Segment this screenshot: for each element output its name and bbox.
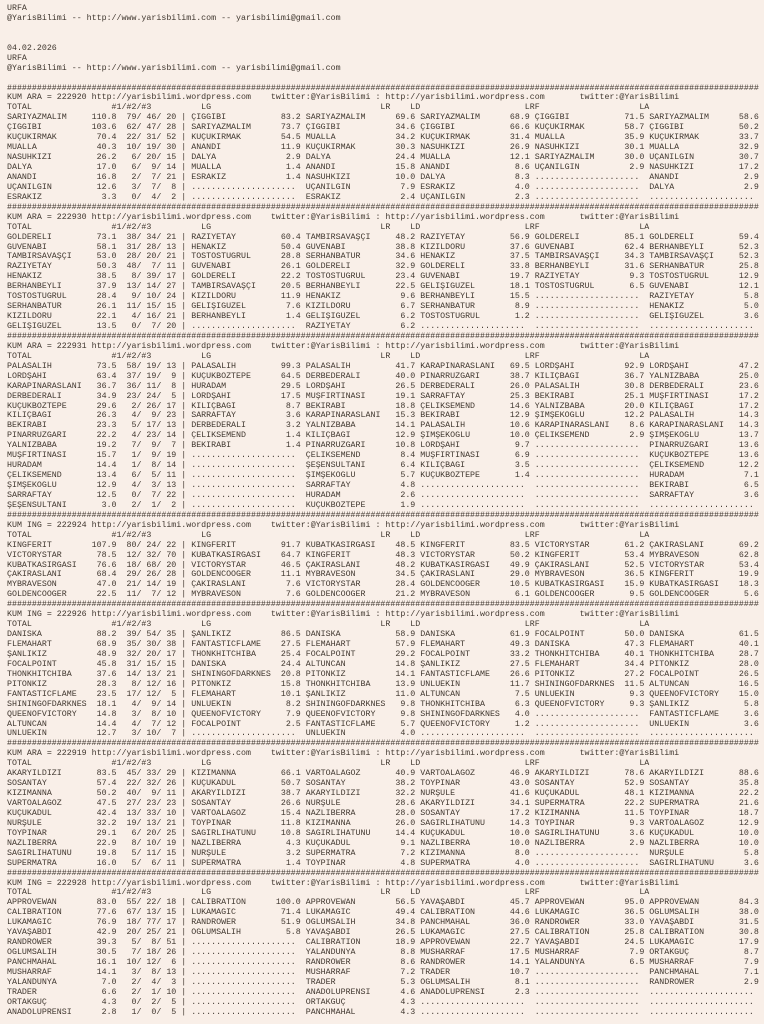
stats-row: KARAPINARASLANI 36.7 36/ 11/ 8 | HÜRADAM 29.5 LORDŞAHI 26.5 DERBEDERALİ 26.0 PALASALİH 30.8 DERBEDERALİ 23.6 [7,381,764,391]
blank-line [7,74,764,84]
stats-row: ESRAKIZ 3.3 0/ 4/ 2 | ..................... ESRAKIZ 2.4 UÇANILGIN 2.3 ..................... ..................... [7,192,764,202]
stats-row: GÖLDERELİ 73.1 38/ 34/ 21 | RAZİYETAY 60.4 TAMBİRSAVAŞÇI 48.2 RAZİYETAY 56.9 GÖLDERELİ 85.1 GÖLDERELİ 59.4 [7,232,764,242]
separator-line: ####################################################################################################################################################### [7,331,759,341]
race-section-222920 [7,84,764,203]
stats-row: ÇAKIRASLANI 68.4 29/ 26/ 28 | GOLDENCOOGER 11.1 MYBRAVESON 34.5 ÇAKIRASLANI 29.0 MYBRAVESON 36.5 KINGFERİT 19.9 [7,570,764,580]
stats-row: SARIYAZMALIM 110.8 79/ 46/ 20 | ÇİĞGİBİ 83.2 SARIYAZMALIM 69.6 SARIYAZMALIM 68.9 ÇİĞGİBİ 71.5 SARIYAZMALIM 58.6 [7,113,764,123]
stats-row: NAZLIBERRA 22.9 8/ 10/ 19 | NAZLIBERRA 4.3 KÜÇÜKADUL 9.1 NAZLIBERRA 10.0 NAZLIBERRA 2.9 NAZLIBERRA 10.0 [7,838,764,848]
location-line-repeat: URFA [7,53,27,63]
contact-line-repeat: @YarisBilimi -- http://www.yarisbilimi.com -- yarisbilimi@gmail.com [7,63,341,73]
section-title-line: KUM ING = 222928 http://yarisbilimi.wordpress.com twitter:@YarisBilimi : http://yarisbilimi.wordpress.com twitter:@YarisBilimi [7,878,680,888]
stats-row: NURŞULE 32.2 19/ 13/ 21 | TOYPINAR 11.8 KIZIMANNA 26.0 SAĞIRLIHATUNU 14.3 TOYPINAR 9.3 VARTOALAGÖZ 12.9 [7,818,764,828]
stats-row: KÜÇÜKIRMAK 70.4 22/ 31/ 52 | KÜÇÜKIRMAK 54.5 MUALLA 34.2 KÜÇÜKIRMAK 31.4 MUALLA 35.9 KÜÇÜKIRMAK 33.7 [7,133,764,143]
race-section-222931 [7,332,764,511]
race-section-222919 [7,739,764,868]
stats-row: FLEMAHART 68.9 35/ 30/ 38 | FANTASTICFLAME 27.5 FLEMAHART 57.9 FLEMAHART 49.3 DANİSKA 47.3 FLEMAHART 40.1 [7,640,764,649]
stats-row: ALTUNCAN 14.4 4/ 7/ 12 | FOCALPOINT 2.5 FANTASTICFLAME 5.7 QUEENOFVICTORY 1.2 ..................... ÜNLÜEKİN 3.6 [7,719,764,729]
race-section-222924 [7,511,764,600]
section-title-line: KUM ING = 222924 http://yarisbilimi.wordpress.com twitter:@YarisBilimi : http://yarisbilimi.wordpress.com twitter:@YarisBilimi [7,520,680,530]
stats-row: OĞLUMSALİH 30.5 7/ 18/ 26 | ..................... YALANDÜNYA 8.8 MUSHARRAF 17.5 MUSHARRAF 7.9 ORTAKGÜÇ 8.7 [7,948,764,958]
separator-line: ####################################################################################################################################################### [7,600,759,610]
column-headers-line: TOTAL #1/#2/#3 LG LR LD LRF LA [7,620,759,630]
stats-row: HÜRADAM 14.4 1/ 8/ 14 | ..................... ŞEŞENSULTANI 6.4 KILIÇBAĞI 3.5 ..................... ÇELİKSEMEND 12.2 [7,461,764,471]
stats-row: TAMBİRSAVAŞÇI 53.0 28/ 20/ 21 | TOSTOSTUĞRUL 28.8 SERHANBATUR 34.6 HENAKIZ 37.5 TAMBİRSAVAŞÇI 34.3 TAMBİRSAVAŞÇI 52.3 [7,252,764,262]
stats-row: HENAKIZ 38.5 8/ 39/ 17 | GÖLDERELİ 22.2 TOSTOSTUĞRUL 23.4 GÜVENABİ 19.7 RAZİYETAY 9.3 TOSTOSTUĞRUL 12.9 [7,272,764,282]
column-headers-line: TOTAL #1/#2/#3 LG LR LD LRF LA [7,759,759,769]
blank-line [7,34,764,44]
stats-row: KÜÇÜKBOZTEPE 29.6 2/ 26/ 17 | KILIÇBAĞI 8.7 BEKİRABİ 18.8 ÇELİKSEMEND 14.6 YALNIZBABA 20.0 KILIÇBAĞI 17.2 [7,401,764,411]
separator-line: ####################################################################################################################################################### [7,202,759,212]
stats-row: LUKAMAGIC 76.9 18/ 77/ 17 | RANDROWER 51.9 OĞLUMSALİH 34.8 PANCHMAHAL 36.0 RANDROWER 33.0 YAVAŞABDİ 31.5 [7,918,764,928]
stats-row: TOYPINAR 29.1 6/ 20/ 25 | SAĞIRLIHATUNU 10.8 SAĞIRLIHATUNU 14.4 KÜÇÜKADUL 10.0 SAĞIRLIHATUNU 3.6 KÜÇÜKADUL 10.0 [7,828,764,838]
column-headers-line: TOTAL #1/#2/#3 LG LR LD LRF LA [7,351,759,361]
race-section-222926 [7,600,764,739]
race-section-222930 [7,203,764,332]
stats-row: MUŞFIRTINASI 15.7 1/ 9/ 19 | ..................... ÇELİKSEMEND 8.4 MUŞFIRTINASI 6.9 ..................... KÜÇÜKBOZTEPE 13.6 [7,451,764,461]
stats-row: TRADER 6.6 2/ 1/ 10 | ..................... ANADOLUPRENSİ 4.6 ANADOLUPRENSİ 2.3 ..................... ..................... [7,987,764,997]
stats-row: DERBEDERALİ 34.9 23/ 24/ 5 | LORDŞAHI 17.5 MUŞFIRTINASI 19.1 SARRAFTAY 25.3 BEKİRABİ 25.1 MUŞFIRTINASI 17.2 [7,391,764,401]
race-section-222928 [7,869,764,1018]
section-title-line: KUM ARA = 222919 http://yarisbilimi.wordpress.com twitter:@YarisBilimi : http://yarisbilimi.wordpress.com twitter:@YarisBilimi [7,749,680,759]
stats-row: GELİŞIGÜZEL 13.5 0/ 7/ 20 | ..................... RAZİYETAY 6.2 ..................... ..................... ..................... [7,322,764,331]
section-title-line: KUM ARA = 222920 http://yarisbilimi.wordpress.com twitter:@YarisBilimi : http://yarisbilimi.wordpress.com twitter:@YarisBilimi [7,93,680,103]
column-headers-line: TOTAL #1/#2/#3 LG LR LD LRF LA [7,103,759,113]
stats-row: MUSHARRAF 14.1 3/ 8/ 13 | ..................... MUSHARRAF 7.2 TRADER 10.7 ..................... PANCHMAHAL 7.1 [7,967,764,977]
stats-row: ANADOLUPRENSİ 2.8 1/ 0/ 5 | ..................... PANCHMAHAL 4.3 ..................... ..................... ..................... [7,1007,764,1017]
column-headers-line: TOTAL #1/#2/#3 LG LR LD LRF LA [7,530,759,540]
stats-row: SOSANTAY 57.4 22/ 32/ 26 | KÜÇÜKADUL 50.7 SOSANTAY 38.2 TOYPINAR 43.0 SOSANTAY 52.9 SOSANTAY 35.8 [7,779,764,789]
stats-row: ÇELİKSEMEND 13.4 6/ 5/ 11 | ..................... ŞİMŞEKOĞLU 5.7 KÜÇÜKBOZTEPE 1.4 ..................... HÜRADAM 7.1 [7,471,764,481]
stats-row: GOLDENCOOGER 22.5 11/ 7/ 12 | MYBRAVESON 7.6 GOLDENCOOGER 21.2 MYBRAVESON 6.1 GOLDENCOOGER 9.5 GOLDENCOOGER 5.6 [7,590,764,600]
stats-row: ORTAKGÜÇ 4.3 0/ 2/ 5 | ..................... ORTAKGÜÇ 4.3 ..................... ..................... ..................... [7,997,764,1007]
stats-row: RAZİYETAY 50.3 48/ 7/ 11 | GÜVENABİ 26.1 GÖLDERELİ 32.9 GÖLDERELİ 33.8 BERHANBEYLİ 31.6 SERHANBATUR 25.8 [7,262,764,272]
stats-row: SÜPERMATRA 16.0 5/ 6/ 11 | SÜPERMATRA 1.4 TOYPINAR 4.8 SÜPERMATRA 4.0 ..................... SAĞIRLIHATUNU 3.6 [7,858,764,868]
stats-row: KILIÇBAĞI 26.3 4/ 9/ 23 | SARRAFTAY 3.6 KARAPINARASLANI 15.3 BEKİRABİ 12.9 ŞİMŞEKOĞLU 12.2 PALASALİH 14.3 [7,411,764,421]
stats-row: PİTONKIZ 28.3 8/ 12/ 16 | PİTONKIZ 15.8 THONKHITCHIBA 13.9 ÜNLÜEKİN 11.7 SHININGOFDARKNES 11.5 ALTUNCAN 16.5 [7,679,764,689]
stats-row: LORDŞAHI 63.4 37/ 19/ 9 | KÜÇÜKBOZTEPE 64.5 DERBEDERALİ 40.0 PINARRÜZGARI 38.7 KILIÇBAĞI 36.7 YALNIZBABA 25.0 [7,371,764,381]
stats-row: THONKHITCHIBA 37.6 14/ 13/ 21 | SHININGOFDARKNES 20.8 PİTONKIZ 14.1 FANTASTICFLAME 26.6 PİTONKIZ 27.2 FOCALPOINT 26.5 [7,669,764,679]
stats-row: QUEENOFVICTORY 14.8 3/ 8/ 10 | QUEENOFVICTORY 7.9 QUEENOFVICTORY 9.8 SHININGOFDARKNES 4.0 ..................... FANTASTICFLAME 3.6 [7,709,764,719]
stats-row: YAVAŞABDİ 42.9 20/ 25/ 21 | OĞLUMSALİH 5.8 YAVAŞABDİ 26.5 LUKAMAGIC 27.5 CALIBRATION 25.8 CALIBRATION 30.8 [7,928,764,938]
stats-row: PANCHMAHAL 16.1 10/ 12/ 6 | ..................... RANDROWER 8.6 RANDROWER 14.1 YALANDÜNYA 6.5 MUSHARRAF 7.9 [7,958,764,967]
contact-line: @YarisBilimi -- http://www.yarisbilimi.com -- yarisbilimi@gmail.com [7,13,341,23]
stats-row: KUBATKASIRGASI 76.6 18/ 68/ 20 | VICTORYSTAR 46.5 ÇAKIRASLANI 48.2 KUBATKASIRGASI 49.9 ÇAKIRASLANI 52.5 VICTORYSTAR 53.4 [7,560,764,570]
stats-row: YALNIZBABA 19.2 7/ 9/ 7 | BEKİRABİ 1.4 PINARRÜZGARI 10.8 LORDŞAHI 9.7 ..................... PINARRÜZGARI 13.6 [7,441,764,451]
separator-line: ####################################################################################################################################################### [7,83,759,93]
stats-row: CALIBRATION 77.6 67/ 13/ 15 | LUKAMAGIC 71.4 LUKAMAGIC 49.4 CALIBRATION 44.6 LUKAMAGIC 36.5 OĞLUMSALİH 38.0 [7,908,764,918]
stats-row: SERHANBATUR 26.1 11/ 15/ 15 | GELİŞIGÜZEL 7.6 KIZILDORU 6.7 SERHANBATUR 8.9 ..................... HENAKIZ 5.0 [7,302,764,312]
stats-row: ANANDİ 16.8 2/ 7/ 21 | ESRAKIZ 1.4 NASUHKIZI 10.0 DALYA 8.3 ..................... ANANDİ 2.9 [7,172,764,182]
stats-row: ÇİĞGİBİ 103.6 62/ 47/ 28 | SARIYAZMALIM 73.7 ÇİĞGİBİ 34.6 ÇİĞGİBİ 66.6 KÜÇÜKIRMAK 58.7 ÇİĞGİBİ 50.2 [7,123,764,133]
stats-row: AKARYILDIZI 83.5 45/ 33/ 29 | KIZIMANNA 66.1 VARTOALAGÖZ 40.9 VARTOALAGÖZ 46.9 AKARYILDIZI 78.6 AKARYILDIZI 88.6 [7,769,764,779]
stats-row: RANDROWER 39.3 5/ 8/ 51 | ..................... CALIBRATION 18.9 APPROVEWAN 22.7 YAVAŞABDİ 24.5 LUKAMAGIC 17.9 [7,938,764,948]
stats-row: KIZIMANNA 50.2 40/ 9/ 11 | AKARYILDIZI 38.7 AKARYILDIZI 32.2 NURŞULE 41.6 KÜÇÜKADUL 48.1 KIZIMANNA 22.2 [7,789,764,799]
stats-row: KIZILDORU 22.1 4/ 16/ 21 | BERHANBEYLİ 1.4 GELİŞIGÜZEL 6.2 TOSTOSTUĞRUL 1.2 ..................... GELİŞIGÜZEL 3.6 [7,312,764,322]
stats-row: VICTORYSTAR 78.5 12/ 32/ 70 | KUBATKASIRGASI 64.7 KINGFERİT 48.3 VICTORYSTAR 50.2 KINGFERİT 53.4 MYBRAVESON 62.8 [7,550,764,560]
column-headers-line: TOTAL #1/#2/#3 LG LR LD LRF LA [7,888,759,898]
race-sections [7,84,764,1018]
stats-row: MYBRAVESON 47.0 21/ 14/ 19 | ÇAKIRASLANI 7.6 VICTORYSTAR 28.4 GOLDENCOOGER 10.5 KUBATKASIRGASI 15.9 KUBATKASIRGASI 18.3 [7,580,764,590]
stats-row: MUALLA 40.3 10/ 19/ 30 | ANANDİ 11.9 KÜÇÜKIRMAK 30.3 NASUHKIZI 26.9 NASUHKIZI 30.1 MUALLA 32.9 [7,143,764,153]
stats-row: ŞANLIKIZ 48.9 32/ 20/ 17 | THONKHITCHIBA 25.4 FOCALPOINT 29.2 FOCALPOINT 33.2 THONKHITCHIBA 40.1 THONKHITCHIBA 28.7 [7,649,764,659]
separator-line: ####################################################################################################################################################### [7,739,759,749]
stats-row: PALASALİH 73.5 58/ 19/ 13 | PALASALİH 99.3 PALASALİH 41.7 KARAPINARASLANI 69.5 LORDŞAHI 92.9 LORDŞAHI 47.2 [7,361,764,371]
stats-row: NASUHKIZI 26.2 6/ 20/ 15 | DALYA 2.9 DALYA 24.4 MUALLA 12.1 SARIYAZMALIM 30.0 UÇANILGIN 30.7 [7,153,764,163]
stats-row: KÜÇÜKADUL 42.4 13/ 33/ 10 | VARTOALAGÖZ 15.4 NAZLIBERRA 28.0 SOSANTAY 17.2 KIZIMANNA 11.5 TOYPINAR 18.7 [7,808,764,818]
stats-row: BERHANBEYLİ 37.9 13/ 14/ 27 | TAMBİRSAVAŞÇI 20.5 BERHANBEYLİ 22.5 GELİŞIGÜZEL 18.1 TOSTOSTUĞRUL 6.5 GÜVENABİ 12.1 [7,282,764,292]
stats-row: SHININGOFDARKNES 18.1 4/ 9/ 14 | ÜNLÜEKİN 8.2 SHININGOFDARKNES 9.8 THONKHITCHIBA 6.3 QUEENOFVICTORY 9.3 ŞANLIKIZ 5.8 [7,699,764,709]
separator-line: ####################################################################################################################################################### [7,868,759,878]
blank-line [7,24,764,34]
date-line: 04.02.2026 [7,43,57,53]
stats-row: ŞEŞENSULTANI 3.0 2/ 1/ 2 | ..................... KÜÇÜKBOZTEPE 1.9 ..................... ..................... ..................... [7,500,764,510]
stats-row: DALYA 17.0 6/ 9/ 14 | MUALLA 1.4 ANANDİ 15.8 ANANDİ 8.6 UÇANILGIN 2.9 NASUHKIZI 17.2 [7,163,764,172]
stats-row: VARTOALAGÖZ 47.5 27/ 23/ 23 | SOSANTAY 26.6 NURŞULE 28.6 AKARYILDIZI 34.1 SÜPERMATRA 22.2 SÜPERMATRA 21.6 [7,799,764,808]
stats-row: BEKİRABİ 23.3 5/ 17/ 13 | DERBEDERALİ 3.2 YALNIZBABA 14.1 PALASALİH 10.6 KARAPINARASLANI 8.6 KARAPINARASLANI 14.3 [7,421,764,431]
stats-row: GÜVENABİ 58.1 31/ 28/ 13 | HENAKIZ 50.4 GÜVENABİ 38.8 KIZILDORU 37.6 GÜVENABİ 62.4 BERHANBEYLİ 52.3 [7,242,764,252]
stats-row: KINGFERİT 107.9 80/ 24/ 22 | KINGFERİT 91.7 KUBATKASIRGASI 48.5 KINGFERİT 83.5 VICTORYSTAR 61.2 ÇAKIRASLANI 69.2 [7,540,764,550]
stats-row: ŞİMŞEKOĞLU 12.9 4/ 3/ 13 | ..................... SARRAFTAY 4.8 ..................... ..................... BEKİRABİ 6.5 [7,481,764,490]
stats-row: YALANDÜNYA 7.0 2/ 4/ 3 | ..................... TRADER 5.3 OĞLUMSALİH 8.1 ..................... RANDROWER 2.9 [7,977,764,987]
stats-row: UÇANILGIN 12.6 3/ 7/ 8 | ..................... UÇANILGIN 7.9 ESRAKIZ 4.0 ..................... DALYA 2.9 [7,182,764,192]
stats-row: SARRAFTAY 12.5 0/ 7/ 22 | ..................... HÜRADAM 2.6 ..................... ..................... SARRAFTAY 3.6 [7,490,764,500]
location-line: URFA [7,4,27,13]
column-headers-line: TOTAL #1/#2/#3 LG LR LD LRF LA [7,222,759,232]
stats-row: ÜNLÜEKİN 12.7 3/ 10/ 7 | ..................... ÜNLÜEKİN 4.0 ..................... ..................... ..................... [7,729,764,739]
section-title-line: KUM ING = 222926 http://yarisbilimi.wordpress.com twitter:@YarisBilimi : http://yarisbilimi.wordpress.com twitter:@YarisBilimi [7,610,680,620]
stats-row: APPROVEWAN 83.0 55/ 22/ 18 | CALIBRATION 100.0 APPROVEWAN 56.5 YAVAŞABDİ 45.7 APPROVEWAN 95.0 APPROVEWAN 84.3 [7,898,764,908]
stats-row: SAĞIRLIHATUNU 19.8 5/ 11/ 15 | NURŞULE 3.2 SÜPERMATRA 7.2 KIZIMANNA 8.0 ..................... NURŞULE 5.8 [7,848,764,858]
stats-row: FANTASTICFLAME 23.5 17/ 12/ 5 | FLEMAHART 10.1 ŞANLIKIZ 11.0 ALTUNCAN 7.5 ÜNLÜEKİN 9.3 QUEENOFVICTORY 15.0 [7,689,764,699]
stats-row: TOSTOSTUĞRUL 28.4 9/ 10/ 24 | KIZILDORU 11.9 HENAKIZ 9.6 BERHANBEYLİ 15.5 ..................... RAZİYETAY 5.8 [7,292,764,302]
separator-line: ####################################################################################################################################################### [7,510,759,520]
stats-row: PINARRÜZGARI 22.2 4/ 23/ 14 | ÇELİKSEMEND 1.4 KILIÇBAĞI 12.9 ŞİMŞEKOĞLU 10.0 ÇELİKSEMEND 2.9 ŞİMŞEKOĞLU 13.7 [7,431,764,441]
section-title-line: KUM ARA = 222931 http://yarisbilimi.wordpress.com twitter:@YarisBilimi : http://yarisbilimi.wordpress.com twitter:@YarisBilimi [7,341,680,351]
stats-row: DANİSKA 88.2 39/ 54/ 35 | ŞANLIKIZ 86.5 DANİSKA 58.9 DANİSKA 61.9 FOCALPOINT 50.0 DANİSKA 61.5 [7,630,764,640]
stats-row: FOCALPOINT 45.8 31/ 15/ 15 | DANİSKA 24.4 ALTUNCAN 14.8 ŞANLIKIZ 27.5 FLEMAHART 34.4 PİTONKIZ 28.0 [7,659,764,669]
section-title-line: KUM ARA = 222930 http://yarisbilimi.wordpress.com twitter:@YarisBilimi : http://yarisbilimi.wordpress.com twitter:@YarisBilimi [7,212,680,222]
